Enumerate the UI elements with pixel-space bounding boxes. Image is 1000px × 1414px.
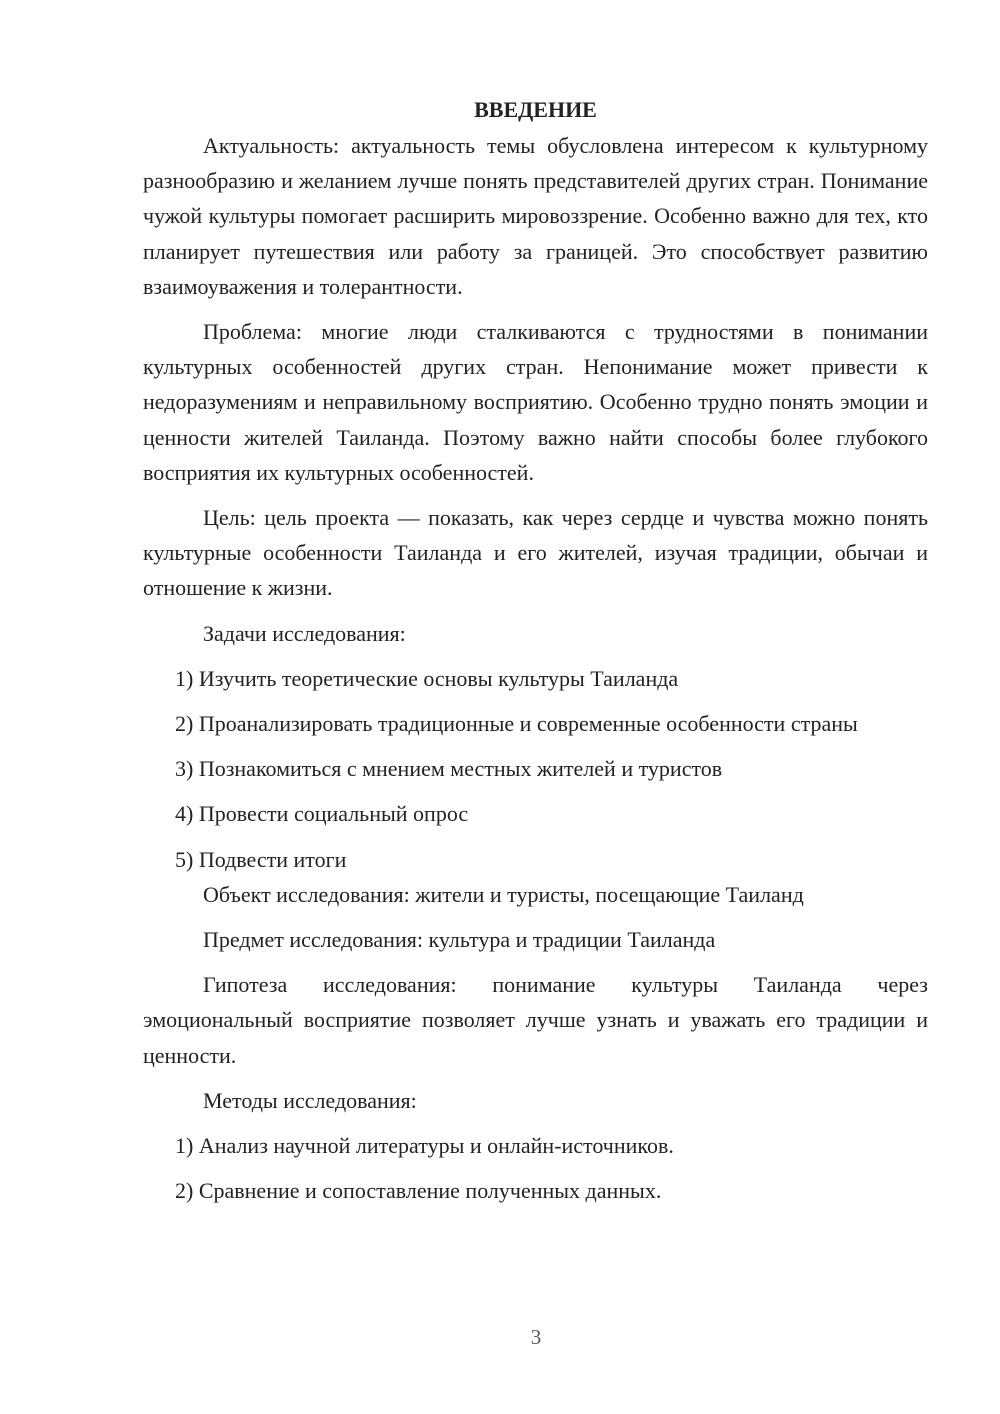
task-item: 2) Проанализировать традиционные и современные особенности страны bbox=[175, 711, 858, 737]
section-title: ВВЕДЕНИЕ bbox=[474, 97, 597, 122]
method-item: 1) Анализ научной литературы и онлайн-источников. bbox=[175, 1133, 674, 1159]
methods-heading: Методы исследования: bbox=[203, 1087, 417, 1113]
task-item: 4) Провести социальный опрос bbox=[175, 801, 469, 827]
goal-paragraph: Цель: цель проекта — показать, как через сердце и чувства можно понять культурные особенности Таиланда и его жителей, изучая традиции, обычаи и отношение к жизни. bbox=[143, 505, 928, 601]
hypothesis-paragraph: Гипотеза исследования: понимание культуры Таиланда через эмоциональный восприятие позволяет лучше узнать и уважать его традиции и ценности. bbox=[143, 972, 928, 1068]
page-content bbox=[143, 92, 928, 1218]
problem-paragraph: Проблема: многие люди сталкиваются с трудностями в понимании культурных особенностей других стран. Непонимание может привести к недоразумениям и неправильному восприятию. Особенно трудно понять эмоции и ценности жителей Таиланда. Поэтому важно найти способы более глубокого восприятия их культурных особенностей. bbox=[143, 319, 928, 485]
relevance-paragraph: Актуальность: актуальность темы обусловлена интересом к культурному разнообразию и желанием лучше понять представителей других стран. Понимание чужой культуры помогает расширить мировоззрение. Особенно важно для тех, кто планирует путешествия или работу за границей. Это способствует развитию взаимоуважения и толерантности. bbox=[143, 133, 928, 299]
method-item: 2) Сравнение и сопоставление полученных данных. bbox=[175, 1178, 662, 1204]
task-item: 1) Изучить теоретические основы культуры Таиланда bbox=[175, 665, 679, 691]
task-item: 5) Подвести итоги bbox=[175, 846, 347, 872]
subject-paragraph: Предмет исследования: культура и традиции Таиланда bbox=[203, 927, 716, 953]
tasks-heading: Задачи исследования: bbox=[203, 620, 406, 646]
task-item: 3) Познакомиться с мнением местных жителей и туристов bbox=[175, 756, 723, 782]
object-paragraph: Объект исследования: жители и туристы, посещающие Таиланд bbox=[203, 881, 804, 907]
page-number: 3 bbox=[530, 1325, 542, 1349]
